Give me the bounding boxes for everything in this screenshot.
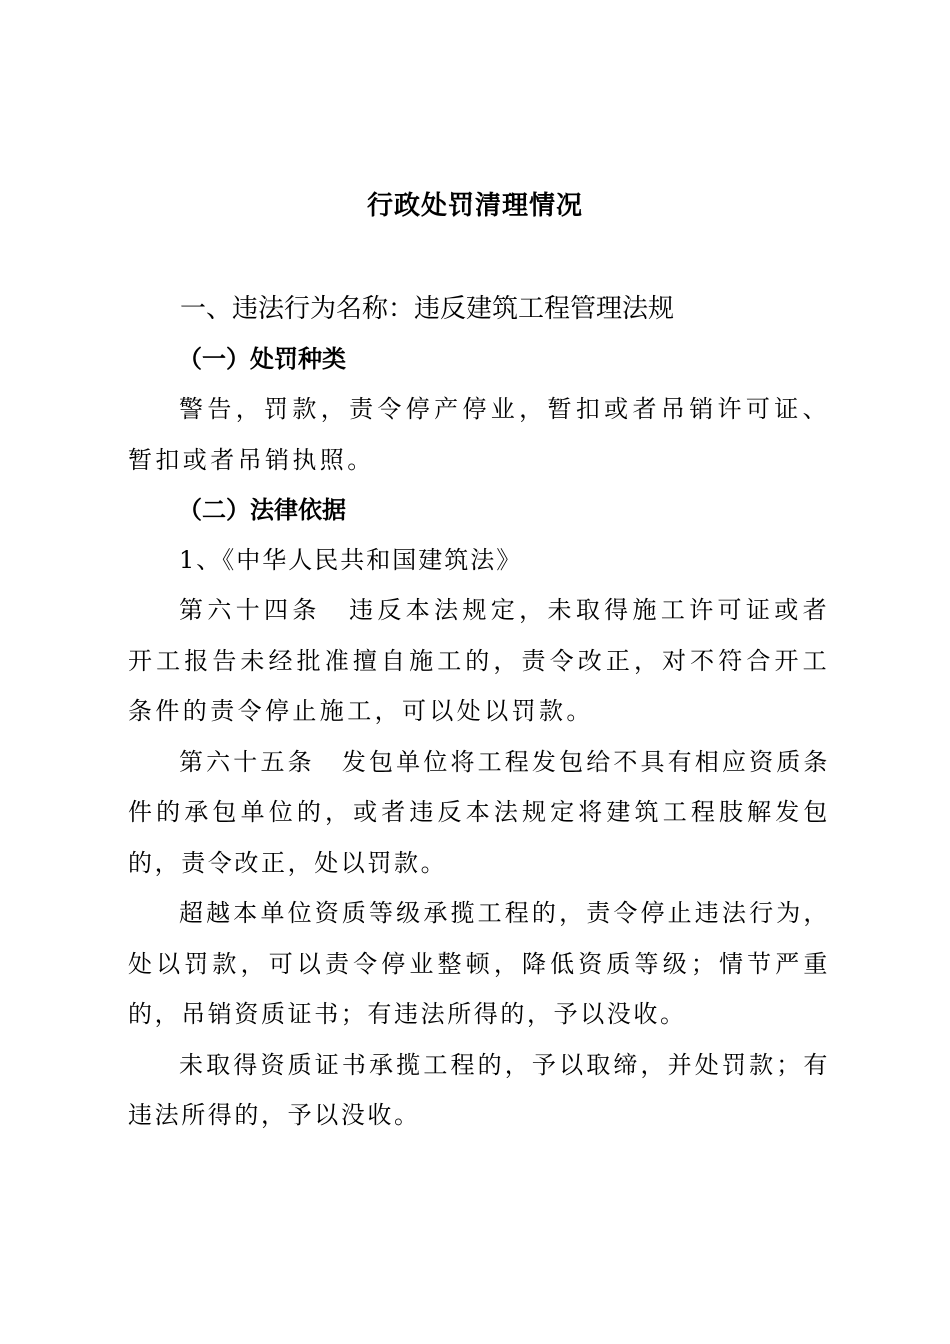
document-title: 行政处罚清理情况: [366, 191, 583, 221]
article-64-text: 第六十四条 违反本法规定，未取得施工许可证或者开工报告未经批准擅自施工的，责令改正，对不符合开工条件的责令停止施工，可以处以罚款。: [128, 596, 830, 725]
law-title: 1、《中华人民共和国建筑法》: [179, 546, 523, 574]
article-65-paragraph-3: 未取得资质证书承揽工程的，予以取缔，并处罚款；有违法所得的，予以没收。: [128, 1050, 830, 1129]
subsection-heading-penalty-types: （一）处罚种类: [178, 345, 346, 373]
article-65-paragraph-1: 第六十五条 发包单位将工程发包给不具有相应资质条件的承包单位的，或者违反本法规定将建筑工程肢解发包的，责令改正，处以罚款。: [128, 747, 830, 877]
penalty-types-text: 警告，罚款，责令停产停业，暂扣或者吊销许可证、暂扣或者吊销执照。: [128, 395, 830, 474]
section-heading: 一、违法行为名称：违反建筑工程管理法规: [180, 294, 675, 324]
subsection-heading-legal-basis: （二）法律依据: [178, 496, 346, 524]
document-body: [128, 284, 830, 1141]
article-65-paragraph-2: 超越本单位资质等级承揽工程的，责令停止违法行为，处以罚款，可以责令停业整顿，降低资质等级；情节严重的，吊销资质证书；有违法所得的，予以没收。: [128, 899, 830, 1028]
